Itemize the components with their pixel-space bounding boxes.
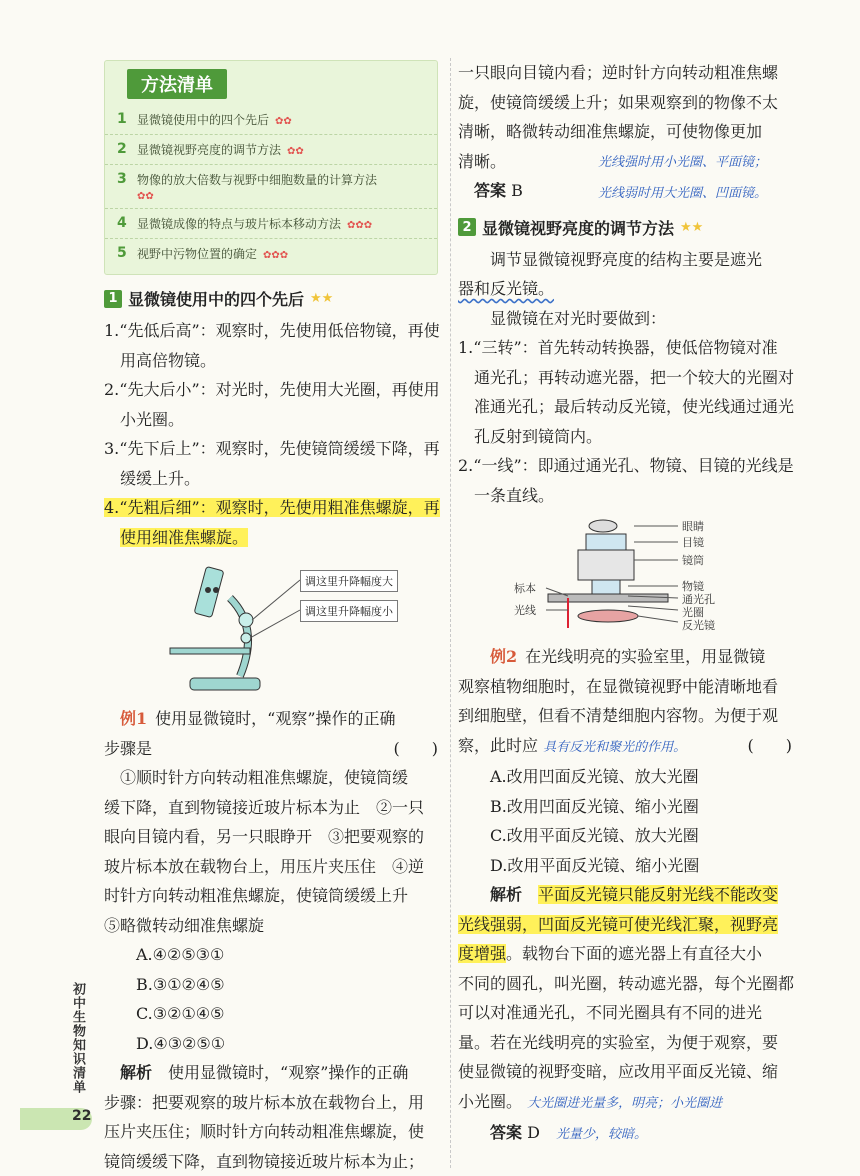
handnote-4: 大光圈进光量多，明亮；小光圈进 [527,1095,723,1111]
section2-heading: 2 显微镜视野亮度的调节方法 ★★ [458,216,798,239]
handnote-3: 具有反光和聚光的作用。 [543,739,687,755]
method-item: 1 显微镜使用中的四个先后 ✿✿ [105,105,437,135]
callout-fine: 调这里升降幅度小 [300,600,398,622]
handnote-5: 光量少，较暗。 [555,1127,647,1142]
callout-coarse: 调这里升降幅度大 [300,570,398,592]
method-list [105,105,437,268]
star-icon: ★★ [310,291,334,306]
method-item: 2 显微镜视野亮度的调节方法 ✿✿ [105,135,437,165]
page-number: 22 [72,1108,92,1124]
rule-1: 1.“先低后高”：观察时，先使用低倍物镜，再使 [104,321,440,340]
star-icon: ★★ [680,219,704,235]
rule-2: 2.“先大后小”：对光时，先使用大光圈，再使用 [104,380,440,399]
right-column: 一只眼向目镜内看；逆时针方向转动粗准焦螺 旋，使镜筒缓缓上升；如果观察到的物像不太 清晰，略微转动细准焦螺旋，可使物像更加 清晰。 光线强时用小光圈、平面镜； 答案 B 光线弱时用大光圈、凹面镜。 2 显微镜视野亮度的调节方法 ★★ 调节显微镜视野亮度的结构主要是遮光 器和反光镜。 显微镜在对光时要做到： 1.“三转”：首先转动转换器，使低倍物镜对准 通光孔；再转动遮光器，把一个较大的光圈对 准通光孔；最后转动反光镜，使光线通过通光 孔反射到镜筒内。 2.“一线”：即通过通光孔、物镜、目镜的光线是 一条直线。 眼睛 目镜 镜筒 物镜 通光孔 光圈 反光镜 标本 光线 例2 在光线明亮的实验室里，用显微镜 观察植物细胞时，在显微镜视野中能清晰地看 到细胞壁，但看不清楚细胞内容物。为便于观 察，此时应 具有反光和聚光的作用。 ( ) A.改用凹面反光镜、放大光圈 B.改用凹面反光镜、缩小光圈 C.改用平面反光镜、放大光圈 D.改用平面反光镜、缩小光圈 解析 平面反光镜只能反射光线不能改变 光线强弱，凹面反光镜可使光线汇聚，视野亮 度增强。载物台下面的遮光器上有直径大小 不同的圆孔，叫光圈，转动遮光器，每个光圈都 可以对准通光孔，不同光圈具有不同的进光 量。若在光线明亮的实验室，为便于观察，要 使显微镜的视野变暗，应改用平面反光镜、缩 小光圈。 大光圈进光量多，明亮；小光圈进 答案 D 光量少，较暗。 [458,58,798,1150]
sidebar-book-title: 初中生物知识清单 [70,982,85,1094]
option-a: A.改用凹面反光镜、放大光圈 [490,767,699,786]
option-d: D.改用平面反光镜、缩小光圈 [490,855,700,875]
option-b: B.③①②④⑤ [136,974,225,994]
rule-3: 3.“先下后上”：观察时，先使镜筒缓缓下降，再 [104,439,440,458]
method-list-box [104,60,438,275]
option-c: C.③②①④⑤ [136,1004,225,1023]
microscope-diagram-icon [508,516,768,636]
rule-4: 4.“先粗后细”：观察时，先使用粗准焦螺旋，再 [104,498,440,517]
section1-heading: 1 显微镜使用中的四个先后 ★★ [104,287,444,310]
microscope-illustration [160,558,430,698]
method-item: 4 显微镜成像的特点与玻片标本移动方法 ✿✿✿ [105,209,437,239]
method-list-title: 方法清单 [127,69,227,99]
method-item: 5 视野中污物位置的确定 ✿✿✿ [117,245,289,261]
option-b: B.改用凹面反光镜、缩小光圈 [490,796,699,816]
option-c: C.改用平面反光镜、放大光圈 [490,826,699,845]
example1-question: 例1 使用显微镜时，“观察”操作的正确 [120,709,396,728]
option-a: A.④②⑤③① [136,945,225,964]
handnote-1: 光线强时用小光圈、平面镜； [598,154,768,170]
option-d: D.④③②⑤① [136,1033,226,1053]
left-column: 方法清单 1 显微镜使用中的四个先后 ✿✿ 2 显微镜视野亮度的调节方法 ✿✿ 3 物像的放大倍数与视野中细胞数量的计算方法 ✿✿ 4 显微镜成像的特点与玻片标本移动方法 ✿✿✿ 5 视野中污物位置的确定 ✿✿✿ 1 显微镜使用中的四个先后 ★★ 1.“先低后高”：观察时，先使用低倍物镜，再使 用高倍物镜。 2.“先大后小”：对光时，先使用大光圈，再使用 小光圈。 3.“先下后上”：观察时，先使镜筒缓缓下降，再 缓缓上升。 4.“先粗后细”：观察时，先使用粗准焦螺旋，再 使用细准焦螺旋。 调这里升降幅度大 调这里升降幅度小 例1 使用显微镜时，“观察”操作的正确 步骤是 ( ) ①顺时针方向转动粗准焦螺旋，使镜筒缓 缓下降，直到物镜接近玻片标本为止 ②一只 眼向目镜内看，另一只眼睁开 ③把要观察的 玻片标本放在载物台上，用压片夹压住 ④逆 时针方向转动粗准焦螺旋，使镜筒缓缓上升 ⑤略微转动细准焦螺旋 A.④②⑤③① B.③①②④⑤ C.③②①④⑤ D.④③②⑤① 解析 使用显微镜时，“观察”操作的正确 步骤：把要观察的玻片标本放在载物台上，用 压片夹压住；顺时针方向转动粗准焦螺旋，使 镜筒缓缓下降，直到物镜接近玻片标本为止； [104,58,444,1176]
column-divider [450,58,451,1168]
method-item: 3 物像的放大倍数与视野中细胞数量的计算方法 ✿✿ [105,165,437,209]
handnote-2: 光线弱时用大光圈、凹面镜。 [598,186,768,201]
light-path-diagram: 眼睛 目镜 镜筒 物镜 通光孔 光圈 反光镜 标本 光线 [508,516,768,636]
